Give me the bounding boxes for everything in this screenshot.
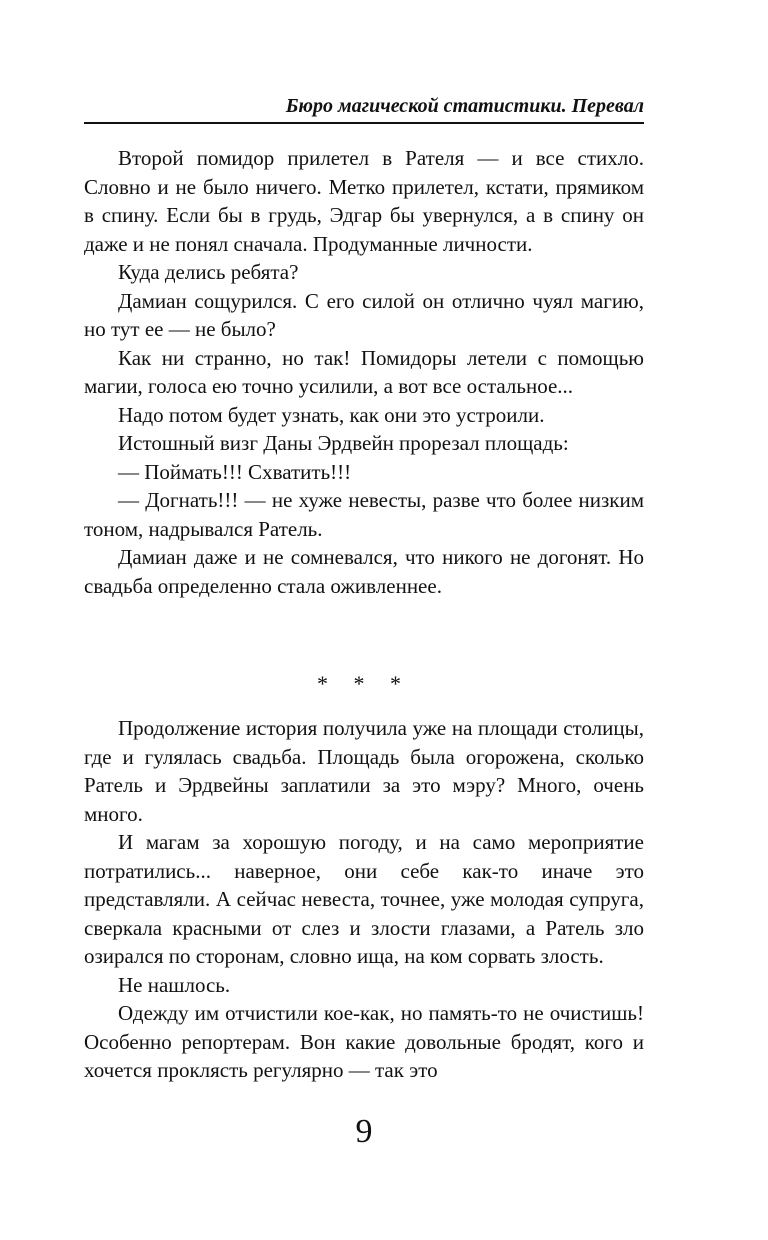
paragraph: Второй помидор прилетел в Рателя — и все стихло. Словно и не было ничего. Метко прилетел, кстати, прямиком в спину. Если бы в грудь, Эдгар бы увернулся, а в спину он даже и не понял сначала. Продуманные личности. <box>84 146 644 256</box>
dialogue-line: — Поймать!!! Схватить!!! <box>118 459 352 484</box>
paragraph: Дамиан даже и не сомневался, что никого не догонят. Но свадьба определенно стала оживленнее. <box>84 545 644 598</box>
section-2-text <box>84 714 644 1085</box>
header-rule <box>84 122 644 124</box>
paragraph: Истошный визг Даны Эрдвейн прорезал площадь: <box>118 431 569 455</box>
running-title: Бюро магической статистики. Перевал <box>285 95 644 117</box>
paragraph: Одежду им отчистили кое-как, но память-то не очистишь! Особенно репортерам. Вон какие довольные бродят, кого и хочется проклясть регулярно — так это <box>84 1001 644 1082</box>
paragraph: Продолжение история получила уже на площади столицы, где и гулялась свадьба. Площадь была огорожена, сколько Ратель и Эрдвейны заплатили за это мэру? Много, очень много. <box>84 716 644 826</box>
section-separator: * * * <box>317 671 411 696</box>
paragraph: Как ни странно, но так! Помидоры летели с помощью магии, голоса ею точно усилили, а вот все остальное... <box>84 345 644 398</box>
paragraph: И магам за хорошую погоду, и на само мероприятие потратились... наверное, они себе как-то иначе это представляли. А сейчас невеста, точнее, уже молодая супруга, сверкала красными от слез и злости глазами, а Ратель зло озирался по сторонам, словно ища, на ком сорвать злость. <box>84 830 644 968</box>
paragraph: Дамиан сощурился. С его силой он отлично чуял магию, но тут ее — не было? <box>84 288 644 341</box>
paragraph: Надо потом будет узнать, как они это устроили. <box>118 402 545 427</box>
dialogue-line: — Догнать!!! — не хуже невесты, разве что более низким тоном, надрывался Ратель. <box>84 488 644 541</box>
paragraph: Куда делись ребята? <box>118 260 299 284</box>
section-1-text <box>84 144 644 600</box>
page-number: 9 <box>355 1113 373 1150</box>
paragraph: Не нашлось. <box>118 972 231 997</box>
